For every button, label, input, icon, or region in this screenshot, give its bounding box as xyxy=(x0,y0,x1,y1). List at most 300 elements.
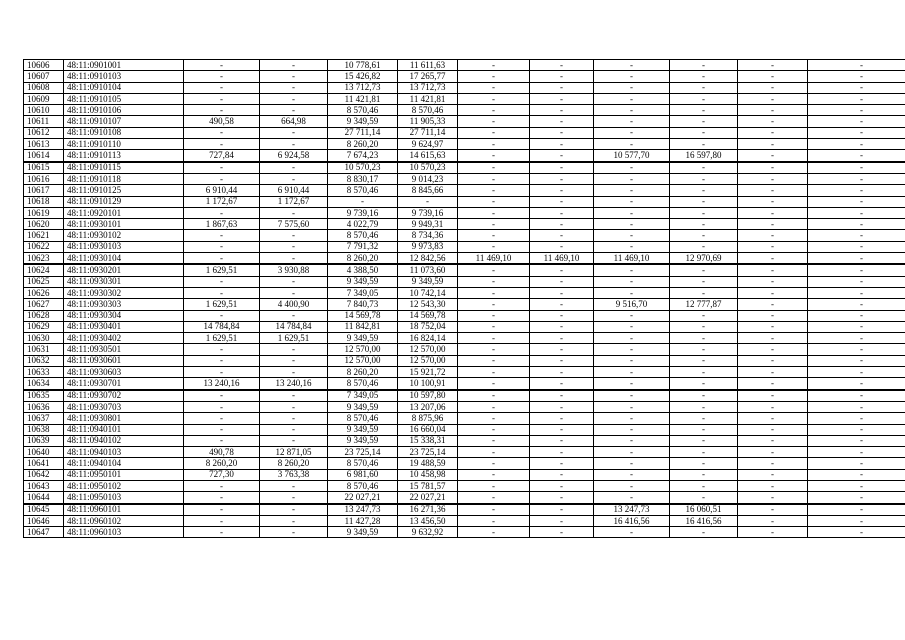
value-cell: 9 349,59 xyxy=(328,116,398,127)
value-cell: - xyxy=(808,310,905,321)
row-number-cell: 10617 xyxy=(24,185,64,196)
value-cell: 8 570,46 xyxy=(328,230,398,241)
value-cell: 727,84 xyxy=(184,150,260,162)
cadastral-number-cell: 48:11:0930102 xyxy=(64,230,184,241)
value-cell: 3 763,38 xyxy=(260,469,328,480)
value-cell: - xyxy=(738,458,808,469)
value-cell: - xyxy=(670,219,738,230)
value-cell: - xyxy=(594,105,670,116)
cadastral-number-cell: 48:11:0930101 xyxy=(64,219,184,230)
value-cell: - xyxy=(458,401,530,412)
value-cell: 10 100,91 xyxy=(398,378,458,390)
value-cell: - xyxy=(260,127,328,138)
value-cell: 14 569,78 xyxy=(398,310,458,321)
value-cell: - xyxy=(458,447,530,458)
value-cell: 10 570,23 xyxy=(398,162,458,174)
value-cell: 9 739,16 xyxy=(398,207,458,218)
value-cell: - xyxy=(458,162,530,174)
value-cell: - xyxy=(458,139,530,150)
value-cell: - xyxy=(530,264,594,276)
value-cell: - xyxy=(738,93,808,104)
value-cell: - xyxy=(670,116,738,127)
value-cell: - xyxy=(530,196,594,207)
table-row xyxy=(24,230,905,241)
value-cell: - xyxy=(530,241,594,252)
value-cell: - xyxy=(738,185,808,196)
value-cell: - xyxy=(530,458,594,469)
cadastral-number-cell: 48:11:0930304 xyxy=(64,310,184,321)
value-cell: - xyxy=(808,355,905,366)
row-number-cell: 10646 xyxy=(24,515,64,526)
value-cell: - xyxy=(670,196,738,207)
table-row xyxy=(24,162,905,174)
cadastral-number-cell: 48:11:0910106 xyxy=(64,105,184,116)
value-cell: - xyxy=(458,458,530,469)
value-cell: 11 905,33 xyxy=(398,116,458,127)
value-cell: - xyxy=(530,219,594,230)
cadastral-number-cell: 48:11:0930702 xyxy=(64,390,184,402)
value-cell: 9 349,59 xyxy=(398,276,458,287)
value-cell: - xyxy=(260,310,328,321)
table-row xyxy=(24,93,905,104)
value-cell: 9 739,16 xyxy=(328,207,398,218)
cadastral-number-cell: 48:11:0930801 xyxy=(64,413,184,424)
value-cell: 15 338,31 xyxy=(398,435,458,446)
value-cell: - xyxy=(260,230,328,241)
row-number-cell: 10626 xyxy=(24,287,64,298)
value-cell: 9 349,59 xyxy=(328,401,398,412)
value-cell: - xyxy=(670,60,738,71)
value-cell: - xyxy=(458,492,530,504)
row-number-cell: 10628 xyxy=(24,310,64,321)
value-cell: 11 469,10 xyxy=(458,253,530,265)
row-number-cell: 10613 xyxy=(24,139,64,150)
value-cell: - xyxy=(738,469,808,480)
cadastral-number-cell: 48:11:0910113 xyxy=(64,150,184,162)
value-cell: - xyxy=(594,458,670,469)
value-cell: - xyxy=(184,515,260,526)
value-cell: - xyxy=(808,424,905,435)
value-cell: 8 734,36 xyxy=(398,230,458,241)
value-cell: - xyxy=(184,367,260,378)
value-cell: 8 570,46 xyxy=(328,185,398,196)
value-cell: - xyxy=(594,527,670,538)
value-cell: - xyxy=(458,355,530,366)
value-cell: 11 469,10 xyxy=(530,253,594,265)
value-cell: 10 778,61 xyxy=(328,60,398,71)
value-cell: - xyxy=(594,321,670,332)
value-cell: - xyxy=(738,60,808,71)
value-cell: - xyxy=(738,127,808,138)
value-cell: 14 569,78 xyxy=(328,310,398,321)
value-cell: - xyxy=(670,480,738,491)
value-cell: - xyxy=(530,139,594,150)
value-cell: - xyxy=(184,105,260,116)
value-cell: - xyxy=(530,105,594,116)
value-cell: 7 575,60 xyxy=(260,219,328,230)
row-number-cell: 10630 xyxy=(24,333,64,344)
value-cell: - xyxy=(184,435,260,446)
cadastral-number-cell: 48:11:0910105 xyxy=(64,93,184,104)
value-cell: 23 725,14 xyxy=(328,447,398,458)
value-cell: - xyxy=(458,527,530,538)
value-cell: - xyxy=(808,253,905,265)
value-cell: - xyxy=(594,480,670,491)
value-cell: 13 456,50 xyxy=(398,515,458,526)
value-cell: - xyxy=(594,447,670,458)
value-cell: - xyxy=(670,185,738,196)
value-cell: 4 022,79 xyxy=(328,219,398,230)
value-cell: - xyxy=(594,139,670,150)
value-cell: - xyxy=(260,413,328,424)
cadastral-number-cell: 48:11:0930603 xyxy=(64,367,184,378)
cadastral-number-cell: 48:11:0940101 xyxy=(64,424,184,435)
value-cell: - xyxy=(594,469,670,480)
value-cell: - xyxy=(398,196,458,207)
row-number-cell: 10625 xyxy=(24,276,64,287)
value-cell: - xyxy=(530,413,594,424)
cadastral-number-cell: 48:11:0910103 xyxy=(64,71,184,82)
table-row xyxy=(24,173,905,184)
value-cell: - xyxy=(670,424,738,435)
value-cell: - xyxy=(808,150,905,162)
cadastral-number-cell: 48:11:0930601 xyxy=(64,355,184,366)
value-cell: 9 632,92 xyxy=(398,527,458,538)
value-cell: - xyxy=(594,310,670,321)
value-cell: 17 265,77 xyxy=(398,71,458,82)
value-cell: - xyxy=(260,162,328,174)
row-number-cell: 10639 xyxy=(24,435,64,446)
value-cell: - xyxy=(808,447,905,458)
value-cell: - xyxy=(808,401,905,412)
value-cell: - xyxy=(738,333,808,344)
value-cell: - xyxy=(594,241,670,252)
cadastral-number-cell: 48:11:0940103 xyxy=(64,447,184,458)
value-cell: - xyxy=(670,390,738,402)
value-cell: - xyxy=(530,390,594,402)
value-cell: - xyxy=(738,162,808,174)
value-cell: - xyxy=(808,321,905,332)
value-cell: 13 207,06 xyxy=(398,401,458,412)
value-cell: 6 924,58 xyxy=(260,150,328,162)
value-cell: - xyxy=(184,127,260,138)
value-cell: - xyxy=(260,105,328,116)
value-cell: - xyxy=(530,435,594,446)
value-cell: - xyxy=(458,93,530,104)
value-cell: - xyxy=(808,413,905,424)
value-cell: 12 871,05 xyxy=(260,447,328,458)
value-cell: - xyxy=(530,504,594,516)
table-row xyxy=(24,413,905,424)
value-cell: - xyxy=(670,344,738,355)
value-cell: - xyxy=(594,71,670,82)
value-cell: 9 516,70 xyxy=(594,299,670,310)
value-cell: - xyxy=(738,230,808,241)
value-cell: - xyxy=(738,504,808,516)
value-cell: - xyxy=(458,390,530,402)
value-cell: - xyxy=(670,413,738,424)
value-cell: - xyxy=(738,515,808,526)
value-cell: 9 349,59 xyxy=(328,435,398,446)
cadastral-number-cell: 48:11:0901001 xyxy=(64,60,184,71)
cadastral-number-cell: 48:11:0930302 xyxy=(64,287,184,298)
value-cell: - xyxy=(328,196,398,207)
value-cell: - xyxy=(670,458,738,469)
value-cell: 3 930,88 xyxy=(260,264,328,276)
value-cell: - xyxy=(530,492,594,504)
value-cell: - xyxy=(184,230,260,241)
value-cell: - xyxy=(670,264,738,276)
table-row xyxy=(24,287,905,298)
cadastral-number-cell: 48:11:0910115 xyxy=(64,162,184,174)
value-cell: - xyxy=(260,504,328,516)
value-cell: - xyxy=(738,401,808,412)
value-cell: 12 570,00 xyxy=(398,355,458,366)
value-cell: - xyxy=(738,447,808,458)
row-number-cell: 10608 xyxy=(24,82,64,93)
value-cell: - xyxy=(738,173,808,184)
value-cell: 13 240,16 xyxy=(260,378,328,390)
value-cell: - xyxy=(530,71,594,82)
value-cell: - xyxy=(184,207,260,218)
value-cell: 13 247,73 xyxy=(594,504,670,516)
value-cell: - xyxy=(594,355,670,366)
row-number-cell: 10620 xyxy=(24,219,64,230)
cadastral-number-cell: 48:11:0950101 xyxy=(64,469,184,480)
value-cell: - xyxy=(458,150,530,162)
value-cell: - xyxy=(808,527,905,538)
value-cell: - xyxy=(184,276,260,287)
value-cell: - xyxy=(530,333,594,344)
value-cell: - xyxy=(738,480,808,491)
value-cell: - xyxy=(530,310,594,321)
table-row xyxy=(24,116,905,127)
value-cell: 16 416,56 xyxy=(594,515,670,526)
value-cell: - xyxy=(738,367,808,378)
value-cell: - xyxy=(260,253,328,265)
value-cell: - xyxy=(738,378,808,390)
value-cell: - xyxy=(458,469,530,480)
value-cell: 9 349,59 xyxy=(328,527,398,538)
value-cell: 8 260,20 xyxy=(328,367,398,378)
value-cell: - xyxy=(458,241,530,252)
value-cell: - xyxy=(458,82,530,93)
value-cell: - xyxy=(738,299,808,310)
table-row xyxy=(24,196,905,207)
value-cell: - xyxy=(670,435,738,446)
value-cell: - xyxy=(670,207,738,218)
table-row xyxy=(24,424,905,435)
value-cell: - xyxy=(530,60,594,71)
table-row xyxy=(24,333,905,344)
table-row xyxy=(24,435,905,446)
value-cell: - xyxy=(808,127,905,138)
value-cell: - xyxy=(530,116,594,127)
value-cell: - xyxy=(530,127,594,138)
value-cell: - xyxy=(458,264,530,276)
value-cell: - xyxy=(808,93,905,104)
row-number-cell: 10624 xyxy=(24,264,64,276)
value-cell: - xyxy=(260,60,328,71)
table-row xyxy=(24,378,905,390)
value-cell: 7 840,73 xyxy=(328,299,398,310)
value-cell: - xyxy=(184,139,260,150)
value-cell: - xyxy=(530,424,594,435)
value-cell: 14 784,84 xyxy=(184,321,260,332)
table-row xyxy=(24,241,905,252)
value-cell: - xyxy=(670,230,738,241)
value-cell: - xyxy=(260,527,328,538)
value-cell: 1 629,51 xyxy=(184,264,260,276)
value-cell: - xyxy=(184,71,260,82)
value-cell: - xyxy=(738,116,808,127)
value-cell: - xyxy=(808,219,905,230)
row-number-cell: 10609 xyxy=(24,93,64,104)
value-cell: - xyxy=(808,241,905,252)
value-cell: - xyxy=(530,93,594,104)
value-cell: - xyxy=(594,424,670,435)
value-cell: - xyxy=(738,276,808,287)
value-cell: 8 570,46 xyxy=(328,480,398,491)
table-row xyxy=(24,60,905,71)
value-cell: 11 421,81 xyxy=(398,93,458,104)
value-cell: - xyxy=(594,276,670,287)
value-cell: 14 615,63 xyxy=(398,150,458,162)
value-cell: - xyxy=(530,162,594,174)
value-cell: 16 271,36 xyxy=(398,504,458,516)
value-cell: - xyxy=(260,207,328,218)
value-cell: 4 388,50 xyxy=(328,264,398,276)
value-cell: - xyxy=(260,424,328,435)
value-cell: - xyxy=(808,367,905,378)
value-cell: - xyxy=(738,139,808,150)
value-cell: 12 570,00 xyxy=(398,344,458,355)
value-cell: 15 426,82 xyxy=(328,71,398,82)
value-cell: - xyxy=(594,82,670,93)
value-cell: - xyxy=(458,424,530,435)
cadastral-number-cell: 48:11:0930703 xyxy=(64,401,184,412)
value-cell: - xyxy=(458,333,530,344)
table-row xyxy=(24,515,905,526)
table-row xyxy=(24,447,905,458)
value-cell: 27 711,14 xyxy=(328,127,398,138)
value-cell: - xyxy=(260,287,328,298)
value-cell: - xyxy=(808,60,905,71)
value-cell: - xyxy=(808,162,905,174)
value-cell: 27 711,14 xyxy=(398,127,458,138)
value-cell: - xyxy=(594,390,670,402)
table-row xyxy=(24,367,905,378)
value-cell: - xyxy=(594,435,670,446)
cadastral-number-cell: 48:11:0960103 xyxy=(64,527,184,538)
value-cell: - xyxy=(458,196,530,207)
value-cell: - xyxy=(670,355,738,366)
row-number-cell: 10607 xyxy=(24,71,64,82)
value-cell: 1 629,51 xyxy=(184,333,260,344)
value-cell: - xyxy=(458,310,530,321)
value-cell: - xyxy=(184,413,260,424)
value-cell: 9 973,83 xyxy=(398,241,458,252)
value-cell: - xyxy=(594,162,670,174)
value-cell: - xyxy=(738,253,808,265)
table-row xyxy=(24,480,905,491)
value-cell: - xyxy=(670,241,738,252)
value-cell: - xyxy=(738,344,808,355)
value-cell: 6 981,60 xyxy=(328,469,398,480)
value-cell: - xyxy=(530,469,594,480)
value-cell: - xyxy=(738,390,808,402)
value-cell: - xyxy=(458,127,530,138)
value-cell: - xyxy=(808,276,905,287)
value-cell: - xyxy=(530,173,594,184)
row-number-cell: 10621 xyxy=(24,230,64,241)
value-cell: 22 027,21 xyxy=(398,492,458,504)
value-cell: - xyxy=(808,435,905,446)
value-cell: 15 781,57 xyxy=(398,480,458,491)
value-cell: - xyxy=(530,367,594,378)
value-cell: - xyxy=(184,60,260,71)
value-cell: - xyxy=(260,367,328,378)
value-cell: 8 260,20 xyxy=(260,458,328,469)
value-cell: - xyxy=(530,527,594,538)
table-row xyxy=(24,71,905,82)
table-row xyxy=(24,355,905,366)
value-cell: - xyxy=(594,219,670,230)
value-cell: - xyxy=(808,139,905,150)
row-number-cell: 10606 xyxy=(24,60,64,71)
row-number-cell: 10636 xyxy=(24,401,64,412)
row-number-cell: 10615 xyxy=(24,162,64,174)
value-cell: - xyxy=(594,264,670,276)
row-number-cell: 10610 xyxy=(24,105,64,116)
value-cell: 12 842,56 xyxy=(398,253,458,265)
value-cell: 6 910,44 xyxy=(184,185,260,196)
value-cell: - xyxy=(808,71,905,82)
value-cell: 7 791,32 xyxy=(328,241,398,252)
value-cell: 19 488,59 xyxy=(398,458,458,469)
value-cell: - xyxy=(808,333,905,344)
value-cell: - xyxy=(184,241,260,252)
value-cell: 16 660,04 xyxy=(398,424,458,435)
value-cell: - xyxy=(458,287,530,298)
value-cell: - xyxy=(184,424,260,435)
row-number-cell: 10619 xyxy=(24,207,64,218)
value-cell: - xyxy=(808,390,905,402)
value-cell: - xyxy=(594,492,670,504)
value-cell: 1 867,63 xyxy=(184,219,260,230)
row-number-cell: 10631 xyxy=(24,344,64,355)
value-cell: - xyxy=(184,390,260,402)
value-cell: - xyxy=(530,287,594,298)
value-cell: - xyxy=(808,469,905,480)
value-cell: - xyxy=(184,344,260,355)
row-number-cell: 10623 xyxy=(24,253,64,265)
value-cell: - xyxy=(738,264,808,276)
value-cell: - xyxy=(458,219,530,230)
value-cell: 4 400,90 xyxy=(260,299,328,310)
cadastral-number-cell: 48:11:0910104 xyxy=(64,82,184,93)
cadastral-number-cell: 48:11:0930402 xyxy=(64,333,184,344)
table-row xyxy=(24,299,905,310)
value-cell: - xyxy=(260,139,328,150)
value-cell: - xyxy=(184,401,260,412)
value-cell: - xyxy=(808,264,905,276)
value-cell: - xyxy=(738,219,808,230)
table-body xyxy=(24,60,905,538)
table-row xyxy=(24,207,905,218)
value-cell: 8 570,46 xyxy=(328,378,398,390)
table-row xyxy=(24,185,905,196)
